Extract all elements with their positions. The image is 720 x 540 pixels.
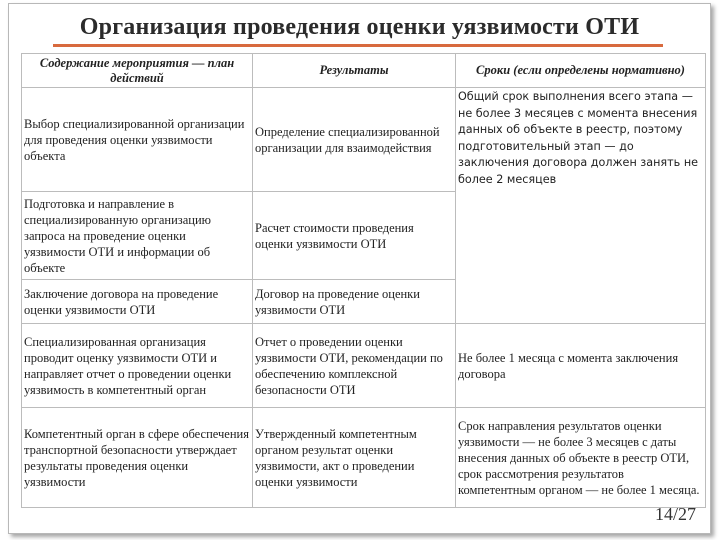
page-number: 14/27 [654, 504, 696, 524]
header-deadlines: Сроки (если определены нормативно) [456, 54, 706, 88]
assessment-table [21, 53, 706, 508]
row5-result: Утвержденный компетентным органом результат оценки уязвимости, акт о проведении оценки уязвимости [253, 408, 456, 508]
table-row [22, 324, 706, 408]
merged-deadline: Общий срок выполнения всего этапа — не более 3 месяцев с момента внесения данных об объекте в реестр, поэтому подготовительный этап — до заключения договора должен занять не более 2 месяцев [456, 88, 706, 324]
title-underline [53, 44, 663, 47]
row5-deadline: Срок направления результатов оценки уязвимости — не более 3 месяцев с даты внесения данных об объекте в реестр ОТИ, срок рассмотрения результатов компетентным органом — не более 1 месяца. [456, 408, 706, 508]
row1-action: Выбор специализированной организации для проведения оценки уязвимости объекта [22, 88, 253, 192]
row3-result: Договор на проведение оценки уязвимости ОТИ [253, 280, 456, 324]
table-row [22, 408, 706, 508]
row1-result: Определение специализированной организации для взаимодействия [253, 88, 456, 192]
row4-deadline: Не более 1 месяца с момента заключения договора [456, 324, 706, 408]
row4-result: Отчет о проведении оценки уязвимости ОТИ, рекомендации по обеспечению комплексной безопасности ОТИ [253, 324, 456, 408]
table-header-row [22, 54, 706, 88]
slide [8, 3, 711, 534]
header-action: Содержание мероприятия — план действий [22, 54, 253, 88]
row2-result: Расчет стоимости проведения оценки уязвимости ОТИ [253, 192, 456, 280]
row4-action: Специализированная организация проводит оценку уязвимости ОТИ и направляет отчет о проведении оценки уязвимость в компетентный орган [22, 324, 253, 408]
row3-action: Заключение договора на проведение оценки уязвимости ОТИ [22, 280, 253, 324]
row5-action: Компетентный орган в сфере обеспечения транспортной безопасности утверждает результаты проведения оценки уязвимости [22, 408, 253, 508]
slide-title: Организация проведения оценки уязвимости ОТИ [79, 14, 640, 40]
table-row [22, 88, 706, 192]
row2-action: Подготовка и направление в специализированную организацию запроса на проведение оценки уязвимости ОТИ и информации об объекте [22, 192, 253, 280]
header-results: Результаты [253, 54, 456, 88]
